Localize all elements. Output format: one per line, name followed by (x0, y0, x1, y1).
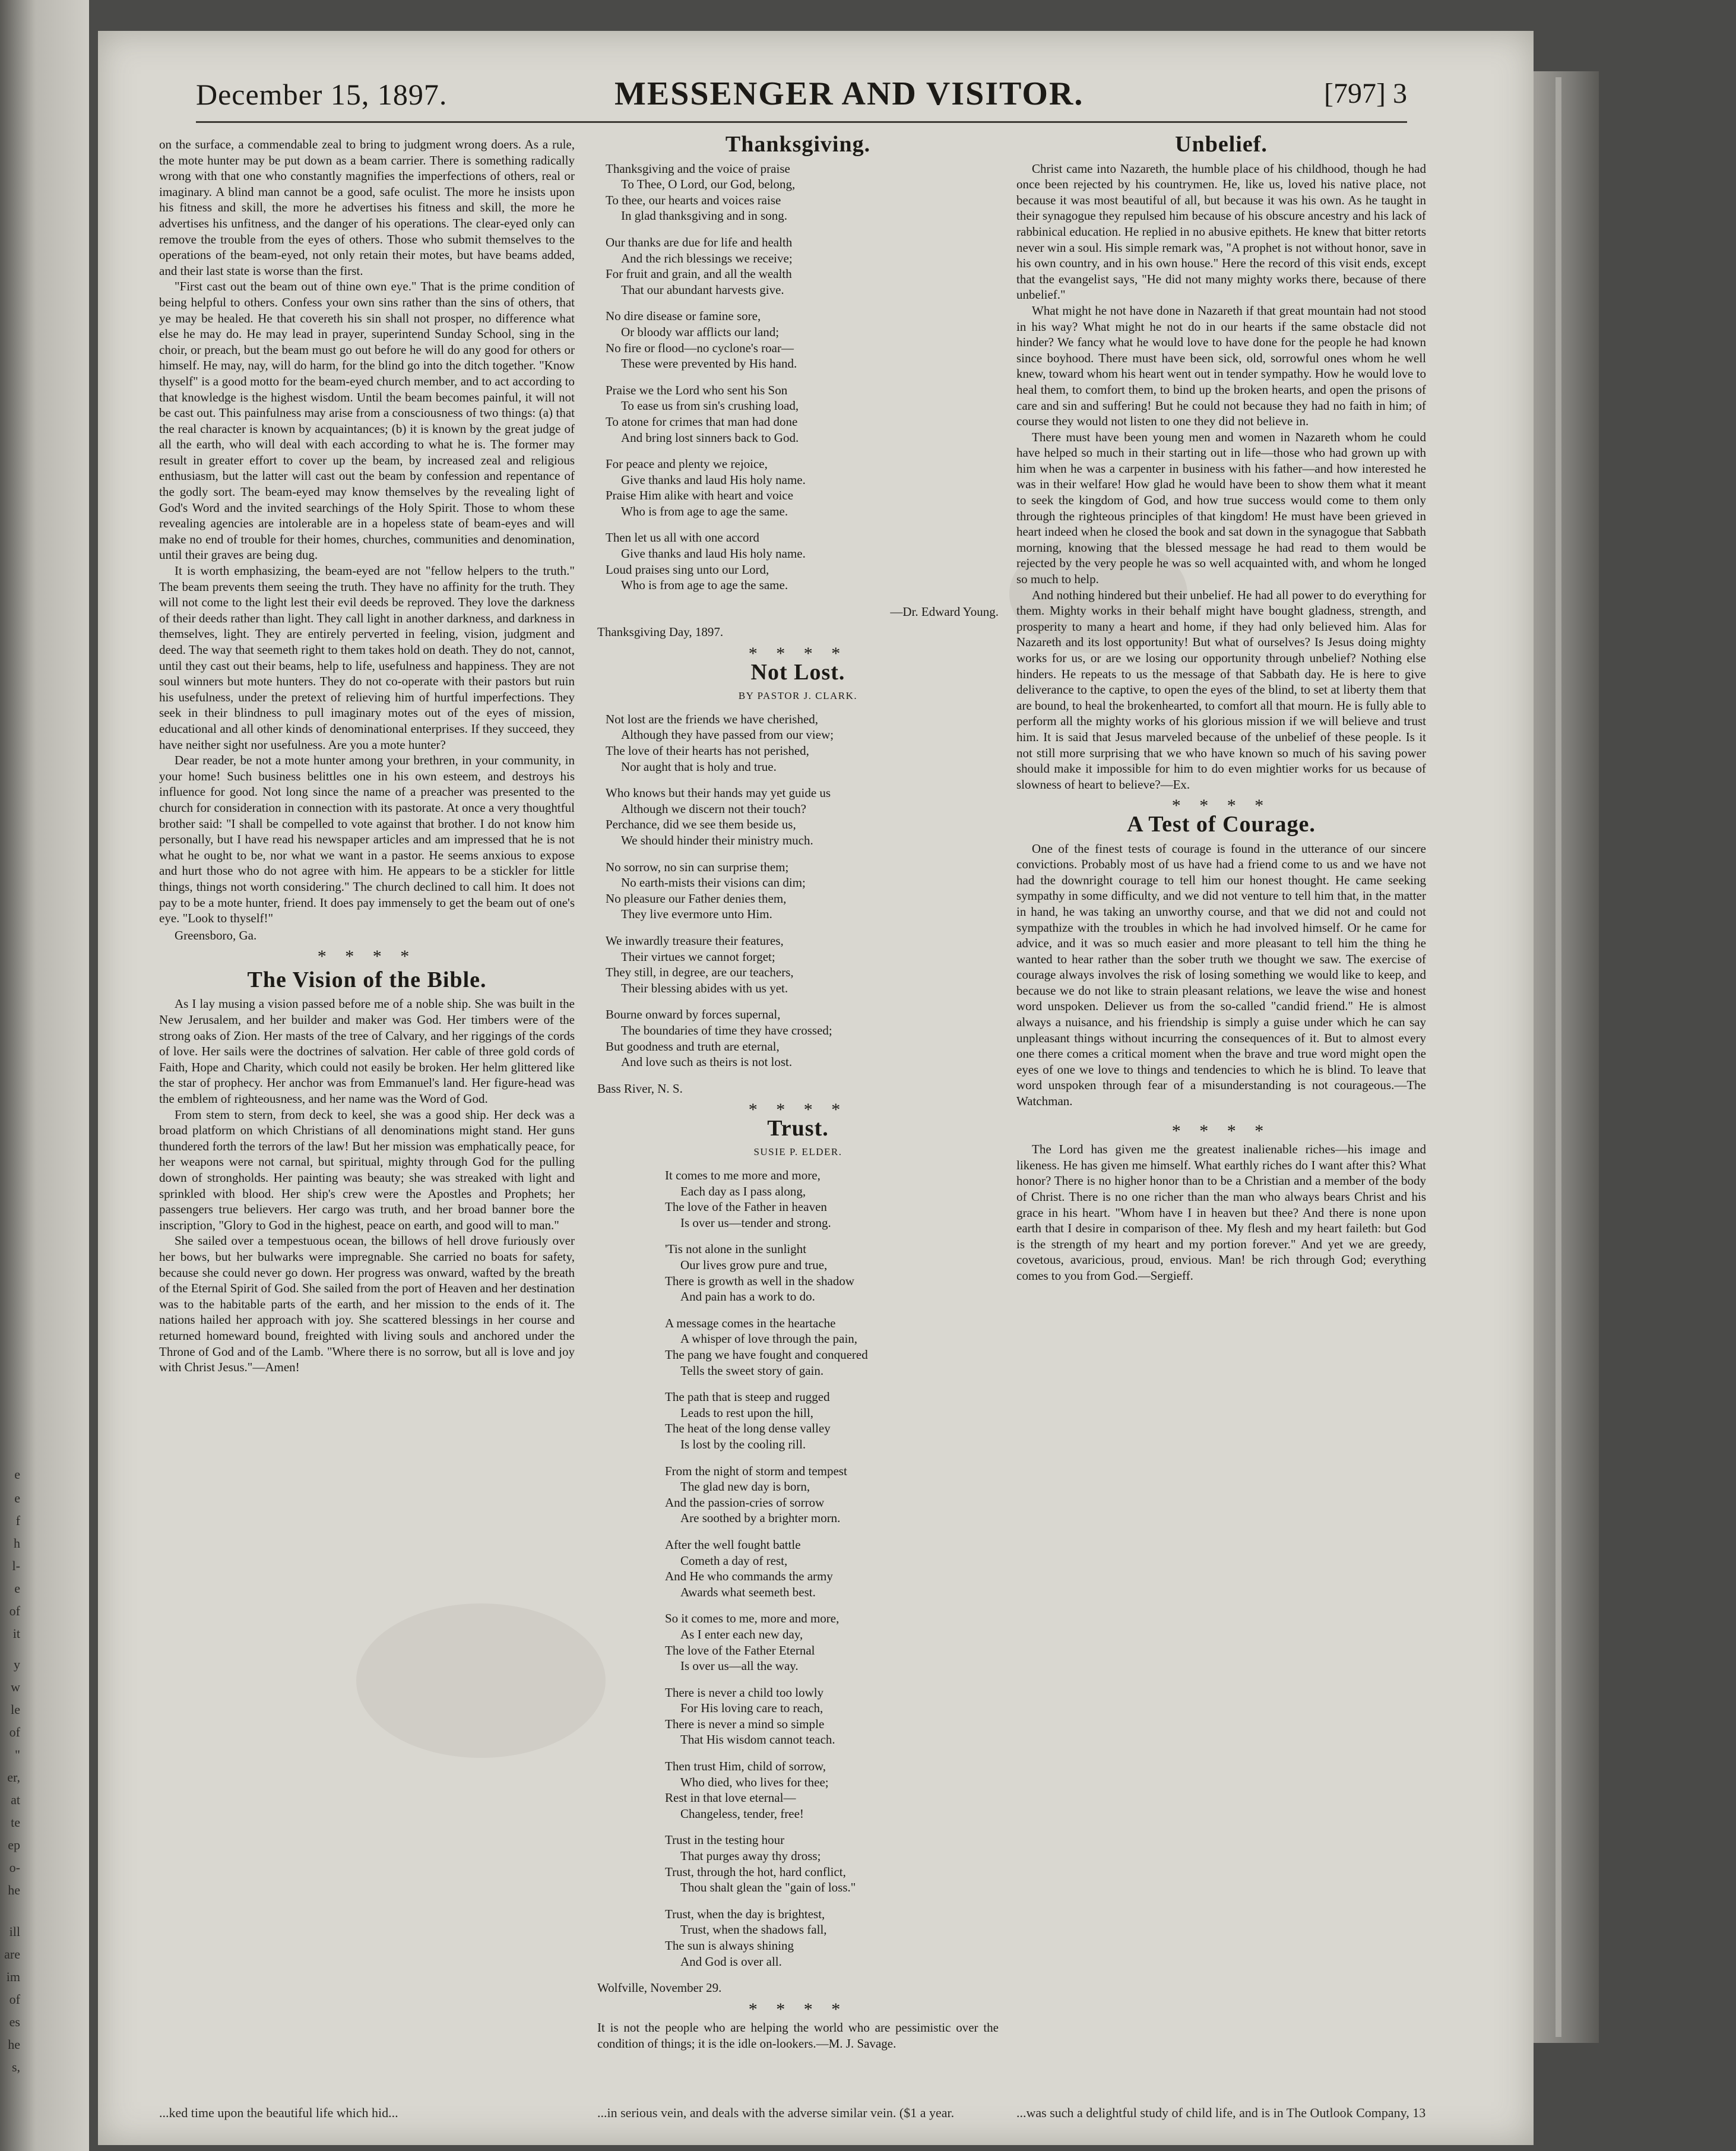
poem-line: Cometh a day of rest, (680, 1553, 788, 1568)
poem-line: Their blessing abides with us yet. (621, 980, 788, 995)
poem-line: And the rich blessings we receive; (621, 251, 793, 265)
poem-line: No fire or flood—no cyclone's roar— (606, 340, 794, 355)
poem-line: The heat of the long dense valley (665, 1421, 831, 1436)
poem-stanza (606, 530, 999, 593)
poem-line: Who knows but their hands may yet guide us (606, 786, 831, 801)
poem-not-lost (597, 711, 999, 1070)
poem-line: And pain has a work to do. (680, 1289, 815, 1304)
poem-title-not-lost: Not Lost. (750, 659, 845, 685)
poem-line: No sorrow, no sin can surprise them; (606, 859, 789, 874)
poem-line: Tells the sweet story of gain. (680, 1363, 824, 1378)
poem-line: Each day as I pass along, (680, 1184, 806, 1198)
poem-line: Our lives grow pure and true, (680, 1258, 828, 1273)
poem-line: Not lost are the friends we have cherished, (606, 711, 819, 726)
poem-line: In glad thanksgiving and in song. (621, 208, 787, 223)
margin-fragment: le (11, 1702, 20, 1717)
poem-line: Trust, through the hot, hard conflict, (665, 1864, 846, 1879)
margin-fragment: e (14, 1581, 20, 1596)
poem-line: So it comes to me, more and more, (665, 1611, 840, 1626)
section-divider-stars: * * * * (748, 1100, 848, 1120)
article-paragraph: And nothing hindered but their unbelief. He had all power to do everything for them. Mighty works in their behalf might have bought gladness, strength, and prosperity to many a heart and home, if they had only believed him. Alas for Nazareth and its lost opportunity! But what of ourselves? Is Jesus doing mighty works for us, or are we losing our opportunity through unbelief? Nothing else hinders. He repeats to us the message of that Sabbath day. He is here to give deliverance to the captive, to open the eyes of the blind, to set at liberty them that are bound, to heal the brokenhearted, to comfort all that mourn. He is fully able to perform all the mighty works of his glorious mission if we will believe and trust him. It is said that Jesus marveled because of the unbelief of these people. Is it not still more surprising that we who have known so much of his saving power should make it impossible for him to do even mightier works for us because of slowness of heart to believe?—Ex. (1016, 587, 1426, 792)
poem-line: Is over us—tender and strong. (680, 1215, 831, 1230)
margin-fragment: h (14, 1536, 20, 1551)
poem-line: Loud praises sing unto our Lord, (606, 562, 769, 577)
poem-line: There is never a mind so simple (665, 1716, 825, 1731)
poem-stanza (606, 933, 999, 996)
poem-line: That our abundant harvests give. (621, 282, 784, 297)
poem-line: No pleasure our Father denies them, (606, 891, 787, 906)
poem-line: Changeless, tender, free! (680, 1806, 804, 1821)
poem-line: It comes to me more and more, (665, 1168, 821, 1183)
poem-line: No dire disease or famine sore, (606, 309, 761, 324)
poem-line: Then let us all with one accord (606, 530, 759, 545)
poem-stanza (665, 1389, 999, 1452)
adjacent-page-strip (0, 0, 89, 2151)
bottom-fragment: ...in serious vein, and deals with the adverse similar vein. ($1 a year. (597, 2105, 955, 2120)
poem-line: They still, in degree, are our teachers, (606, 965, 794, 980)
article-paragraph: on the surface, a commendable zeal to bring to judgment wrong doers. As a rule, the mote hunter may be put down as a beam carrier. There is something radically wrong with that one who constantly magnifies the imperfections of others, real or imaginary. A blind man cannot be a good, safe oculist. The more he insists upon his fitness and skill, the more he advertises his fitness and skill, the more he advertises his unfitness, and the danger of his operations. The clear-eyed only can remove the trouble from the eyes of others. Those who submit themselves to the operations of the beam-eyed, not only retain their motes, but have beams added, and their last state is worse than the first. (159, 137, 575, 278)
margin-fragment: at (11, 1792, 20, 1807)
poem-stanza (606, 161, 999, 224)
poem-line: To Thee, O Lord, our God, belong, (621, 177, 796, 192)
article-paragraph: She sailed over a tempestuous ocean, the billows of hell drove furiously over her bows, but her bulwarks were impregnable. She carried no boats for safety, because she could never go down. Her progress was onward, wafted by the breath of the Eternal Spirit of God. She sailed from the port of Heaven and her destination was to the habitable parts of the earth, and her mission to the ends of it. The nations hailed her approach with joy. She scattered blessings in her course and returned homeward bound, freighted with living souls and anchored under the Throne of God and of the Lamb. "Where there is no sorrow, but all is love and joy with Christ Jesus."—Amen! (159, 1233, 575, 1375)
poem-stanza (665, 1906, 999, 1969)
poem-trust (657, 1168, 999, 1969)
paper-smudge (356, 1603, 606, 1758)
margin-fragment: o- (9, 1860, 20, 1875)
poem-line: There is never a child too lowly (665, 1685, 824, 1700)
poem-stanza (665, 1463, 999, 1526)
margin-fragment: are (4, 1947, 20, 1962)
poem-line: And the passion-cries of sorrow (665, 1495, 825, 1510)
poem-title-trust: Trust. (767, 1115, 829, 1141)
poem-line: Who is from age to age the same. (621, 578, 788, 593)
margin-fragment: f (15, 1513, 20, 1528)
margin-fragment: te (11, 1815, 20, 1830)
poem-line: Who is from age to age the same. (621, 504, 788, 518)
article-paragraph: There must have been young men and women in Nazareth whom he could have helped so much in their starting out in life—those who had grown up with him when he was a carpenter in business with his father—and how interested he was in their welfare! How glad he would have been to show them what it meant to seek the kingdom of God, and how true success would come to them only through the righteous principles of that kingdom! He must have been grieved in heart indeed when he closed the book and sat down in the synagogue that Sabbath morning, knowing that the blessed message he had read to them would be rejected by the very people he was so well acquainted with, and whom he longed so much to help. (1016, 429, 1426, 587)
poem-stanza (606, 859, 999, 922)
margin-fragment: of (9, 1725, 20, 1739)
margin-fragment: ill (9, 1924, 20, 1939)
poem-line: These were prevented by His hand. (621, 356, 797, 371)
poem-place: Bass River, N. S. (597, 1081, 683, 1096)
poem-line: And He who commands the army (665, 1569, 833, 1584)
margin-fragment: l- (12, 1558, 20, 1573)
poem-stanza (665, 1832, 999, 1895)
poem-line: 'Tis not alone in the sunlight (665, 1242, 807, 1257)
article-place: Greensboro, Ga. (175, 928, 257, 942)
poem-line: The pang we have fought and conquered (665, 1347, 868, 1362)
poem-line: The boundaries of time they have crossed; (621, 1023, 832, 1037)
poem-line: As I enter each new day, (680, 1627, 803, 1641)
poem-line: From the night of storm and tempest (665, 1463, 847, 1478)
poem-line: Nor aught that is holy and true. (621, 759, 777, 774)
poem-line: Who died, who lives for thee; (680, 1774, 829, 1789)
poem-thanksgiving (597, 161, 999, 593)
masthead (196, 77, 1407, 131)
margin-fragment: w (11, 1679, 20, 1694)
poem-line: Then trust Him, child of sorrow, (665, 1759, 826, 1774)
poem-line: The love of the Father in heaven (665, 1200, 827, 1214)
section-divider-stars: * * * * (748, 644, 848, 664)
poem-line: A message comes in the heartache (665, 1315, 836, 1330)
poem-line: Rest in that love eternal— (665, 1791, 796, 1805)
poem-stanza (606, 785, 999, 848)
poem-line: Bourne onward by forces supernal, (606, 1007, 781, 1022)
article-paragraph: Dear reader, be not a mote hunter among your brethren, in your community, in your home! Such business belittles one in his own esteem, and destroys his influence for good. Not long since the name of a preacher was presented to the church for consideration in connection with its pastorate. At once a very thoughtful brother said: "I shall be compelled to vote against that brother. I do not know him personally, but I have read his newspaper articles and am impressed that he is not what he ought to be, nor what we want in a pastor. He seems anxious to expose and hurt those who do not agree with him. He appears to be a stickler for little things, things not worth considering." The church declined to call him. It does not pay to be a mote hunter, friend. It does pay immensely to get the beam out of one's eye. "Look to thyself!" (159, 753, 575, 926)
section-divider-stars: * * * * (748, 1999, 848, 2019)
poem-line: Are soothed by a brighter morn. (680, 1511, 841, 1526)
poem-line: Or bloody war afflicts our land; (621, 324, 780, 339)
header-rule (196, 121, 1407, 123)
poem-line: That His wisdom cannot teach. (680, 1732, 835, 1747)
margin-fragment: s, (11, 2060, 20, 2074)
poem-line: Awards what seemeth best. (680, 1584, 816, 1599)
margin-fragment: es (9, 2014, 20, 2029)
poem-line: Trust, when the shadows fall, (680, 1922, 827, 1937)
article-paragraph: What might he not have done in Nazareth if that great mountain had not stood in his way? What might he not do in our hearts if the same obstacle did not hinder? We fancy what he would love to have done for the people he had known since boyhood. There must have been sick, old, sorrowful ones whom he well knew, toward whom his heart went out in tender sympathy. How he would love to heal them, to comfort them, to bind up the broken hearts, and open the prisons of care and sin and suffering! But he could not because they had no faith in him; of course they would not listen to one they did not believe in. (1016, 303, 1426, 429)
poem-stanza (606, 711, 999, 774)
issue-date: December 15, 1897. (196, 78, 448, 111)
poem-stanza (606, 235, 999, 298)
article-paragraph: From stem to stern, from deck to keel, she was a good ship. Her deck was a broad platform on which Christians of all denominations might stand. Her guns thundered forth the terrors of the law! But her mission was emphatically peace, for her weapons were not carnal, but spiritual, mighty through God for the pulling down of strongholds. Her painting was beauty; she was streaked with light and sprinkled with blood. Her ship's crew were the Apostles and Prophets; her passengers true believers. Her cargo was truth, and her broad banner bore the inscription, "Glory to God in the highest, peace on earth, and good will to man." (159, 1107, 575, 1232)
poem-author: —Dr. Edward Young. (890, 604, 999, 619)
article-paragraph: One of the finest tests of courage is found in the utterance of our sincere convictions. Probably most of us have had a friend come to us and we have not had the downright courage to tell him our honest thought. He came seeking sympathy in some difficulty, and we did not venture to tell him that, in the matter in hand, he was taking an unworthy course, and that we did not and could not sympathize with the troubles in which he had involved himself. Or he came for advice, and it was so much easier and more pleasant to tell him the thing he wanted to hear rather than the sober truth we thought we saw. The exercise of courage always involves the risk of losing something we would like to keep, and because we do not like to strain pleasant relations, we leave the wise and honest word unspoken. Deliever us from the so-called "candid friend." He is almost always a nuisance, and his friendship is simply a guise under which he can say unpleasant things without incurring the consequences of it. But to almost every one there comes a critical moment when the brave and true word might open the eyes of one we love to things and tendencies to which he is blind. To leave that word unspoken through fear of a misunderstanding is not courageous.—The Watchman. (1016, 841, 1426, 1109)
poem-line: We should hinder their ministry much. (621, 833, 813, 847)
bottom-fragment: ...was such a delightful study of child life, and is in The Outlook Company, 13 (1016, 2105, 1426, 2120)
poem-stanza (665, 1537, 999, 1600)
poem-line: They live evermore unto Him. (621, 907, 772, 922)
poem-line: Although they have passed from our view; (621, 727, 834, 742)
binding-edge (1534, 71, 1599, 2043)
poem-line: The love of the Father Eternal (665, 1643, 815, 1657)
margin-fragment: he (8, 2037, 20, 2052)
column-right (1016, 132, 1426, 1284)
poem-line: To thee, our hearts and voices raise (606, 192, 781, 207)
poem-line: For His loving care to reach, (680, 1701, 823, 1716)
poem-stanza (665, 1758, 999, 1821)
bottom-fragment: ...ked time upon the beautiful life which hid... (159, 2105, 398, 2120)
margin-fragment: e (14, 1467, 20, 1482)
poem-line: The love of their hearts has not perished, (606, 744, 809, 758)
margin-fragment: of (9, 1992, 20, 2007)
poem-date: Thanksgiving Day, 1897. (597, 625, 724, 640)
poem-line: Their virtues we cannot forget; (621, 949, 775, 964)
poem-title-thanksgiving: Thanksgiving. (725, 132, 871, 157)
poem-stanza (606, 382, 999, 445)
poem-stanza (606, 308, 999, 371)
poem-byline: SUSIE P. ELDER. (753, 1146, 842, 1158)
column-middle (597, 132, 999, 2052)
article-paragraph: It is worth emphasizing, the beam-eyed are not "fellow helpers to the truth." The beam prevents them seeing the truth. They have no affinity for the truth. They will not come to the light lest their evil deeds be reproved. They love the darkness of their deeds rather than light. They call light in another darkness, and darkness in themselves, light. They are entirely perverted in feeling, vision, judgment and deed. The way that seemeth right to them takes hold on death. They do not, cannot, until they cast out their beams, help to life, usefulness and happiness. They are not soul winners but mote hunters. They do not co-operate with their pastors but ruin his usefulness, under the pretext of relieving him of hurtful imperfections. They seek in their blindness to pull imaginary motes out of the eyes of mission, educational and all other kinds of denominational enterprises. If they succeed, they have neither sight nor usefulness. Are you a mote hunter? (159, 564, 575, 752)
poem-line: Trust in the testing hour (665, 1833, 785, 1848)
poem-line: To ease us from sin's crushing load, (621, 398, 799, 413)
article-title-vision: The Vision of the Bible. (247, 967, 487, 992)
poem-line: Give thanks and laud His holy name. (621, 472, 806, 487)
poem-line: For peace and plenty we rejoice, (606, 457, 768, 472)
poem-line: We inwardly treasure their features, (606, 933, 784, 948)
poem-line: The glad new day is born, (680, 1479, 810, 1494)
publication-title: MESSENGER AND VISITOR. (614, 75, 1084, 112)
poem-line: Praise Him alike with heart and voice (606, 488, 794, 503)
poem-stanza (665, 1241, 999, 1304)
margin-fragment: e (14, 1491, 20, 1505)
column-left (159, 137, 575, 1375)
article-title-courage: A Test of Courage. (1127, 811, 1316, 837)
poem-stanza (665, 1315, 999, 1378)
poem-line: And God is over all. (680, 1954, 782, 1969)
poem-line: There is growth as well in the shadow (665, 1273, 855, 1288)
margin-fragment: y (14, 1657, 20, 1672)
margin-fragment: it (12, 1626, 20, 1641)
poem-line: Our thanks are due for life and health (606, 235, 793, 249)
poem-line: Thou shalt glean the "gain of loss." (680, 1880, 856, 1895)
poem-stanza (606, 1007, 999, 1070)
poem-line: That purges away thy dross; (680, 1849, 821, 1864)
section-divider-stars: * * * * (1171, 1121, 1271, 1141)
margin-fragment: of (9, 1603, 20, 1618)
poem-line: Praise we the Lord who sent his Son (606, 382, 788, 397)
page-edge-line (1556, 77, 1561, 2037)
poem-byline: BY PASTOR J. CLARK. (738, 690, 858, 702)
page-number: [797] 3 (1324, 78, 1407, 109)
section-divider-stars: * * * * (317, 947, 417, 967)
poem-line: A whisper of love through the pain, (680, 1331, 858, 1346)
poem-line: No earth-mists their visions can dim; (621, 875, 806, 890)
poem-line: To atone for crimes that man had done (606, 414, 798, 429)
poem-line: And love such as theirs is not lost. (621, 1055, 793, 1070)
poem-line: For fruit and grain, and all the wealth (606, 267, 792, 281)
poem-line: Leads to rest upon the hill, (680, 1405, 813, 1420)
poem-line: Is over us—all the way. (680, 1659, 799, 1674)
margin-fragment: er, (7, 1770, 20, 1785)
poem-line: Although we discern not their touch? (621, 801, 807, 816)
article-paragraph: Christ came into Nazareth, the humble place of his childhood, though he had once been rejected by his countrymen. He, like us, loved his native place, not because it was most beautiful of all, but because it was his own. As he taught in their synagogue they repulsed him because of his obscure ancestry and his lack of rabbinical education. He replied in no abusive epithets. He knew that bitter retorts never win a soul. His simple remark was, "A prophet is not without honor, save in his own country, and in his own house." Here the record of this visit ends, except that the evangelist says, "He did not many mighty works there, because of there unbelief." (1016, 161, 1426, 302)
poem-line: After the well fought battle (665, 1537, 801, 1552)
poem-line: Give thanks and laud His holy name. (621, 546, 806, 561)
margin-fragment: im (6, 1969, 20, 1984)
poem-stanza (665, 1685, 999, 1748)
quotation-savage: It is not the people who are helping the world who are pessimistic over the condition of things; it is the idle on-lookers.—M. J. Savage. (597, 2020, 999, 2051)
article-title-unbelief: Unbelief. (1175, 132, 1268, 157)
poem-line: The sun is always shining (665, 1938, 794, 1953)
article-paragraph: As I lay musing a vision passed before me of a noble ship. She was built in the New Jerusalem, and her builder and maker was God. Her timbers were of the strong oaks of Zion. Her masts of the tree of Calvary, and her riggings of the cords of love. Her sails were the doctrines of salvation. Her cable of three gold cords of Faith, Hope and Charity, which could not easily be broken. Her helm glittered like the star of prophecy. Her anchor was from Emmanuel's land. Her figure-head was the emblem of righteousness, and her name was the Word of God. (159, 997, 575, 1106)
margin-fragment: he (8, 1883, 20, 1897)
margin-fragment: ep (8, 1837, 20, 1852)
poem-line: Thanksgiving and the voice of praise (606, 161, 790, 176)
section-divider-stars: * * * * (1171, 796, 1271, 816)
cut-off-bottom-line (159, 2105, 1430, 2129)
poem-stanza (665, 1168, 999, 1231)
poem-line: The path that is steep and rugged (665, 1390, 830, 1405)
margin-fragment: " (15, 1747, 20, 1762)
poem-stanza (665, 1611, 999, 1674)
article-paragraph: "First cast out the beam out of thine own eye." That is the prime condition of being helpful to others. Confess your own sins rather than the sins of others, that ye may be healed. He that covereth his sin shall not prosper, no difference what else he may do. He may lead in prayer, superintend Sunday School, sing in the choir, or preach, but the beam must go out before he will do any good for others or himself. He may, nay, will do harm, for the blind go into the ditch together. "Know thyself" is a good motto for the beam-eyed church member, and to act according to that knowledge is the highest wisdom. Until the beam becomes painful, it will not be cast out. This painfulness may arise from a consciousness of two things: (a) that the real character is known by acquaintances; (b) it is known by the great judge of all the earth, who will deal with each according to what he is. The former may result in greater effort to cover up the beam, by increased zeal and religious enthusiasm, but the latter will cast out the beam by confession and repentance of the godly sort. The beam-eyed may know themselves by the revealing light of God's Word and the invited searchings of the Holy Spirit. Those to whom these revealing agencies are intolerable are in a hopeless state of beam-eyes and will make no end of trouble for their homes, churches, communities and denomination, until their graves are being dug. (159, 279, 575, 562)
poem-line: Trust, when the day is brightest, (665, 1906, 825, 1921)
article-paragraph: The Lord has given me the greatest inalienable riches—his image and likeness. He has given me himself. What earthly riches do I want after this? What honor? There is no higher honor than to be a Christian and a member of the body of Christ. There is no one richer than the man who always bears Christ and his grace in his heart. "Whom have I in heaven but thee? And there is none upon earth that I desire in comparison of thee. My flesh and my heart faileth: but God is the strength of my heart and my portion forever." And yet we are greedy, covetous, avaricious, proud, envious. Man! be rich through God; everything comes to you from God.—Sergieff. (1016, 1142, 1426, 1283)
poem-line: And bring lost sinners back to God. (621, 430, 799, 445)
poem-line: But goodness and truth are eternal, (606, 1039, 780, 1054)
poem-line: Perchance, did we see them beside us, (606, 817, 796, 832)
poem-stanza (606, 456, 999, 519)
poem-line: Is lost by the cooling rill. (680, 1437, 806, 1451)
poem-place: Wolfville, November 29. (597, 1981, 722, 1995)
